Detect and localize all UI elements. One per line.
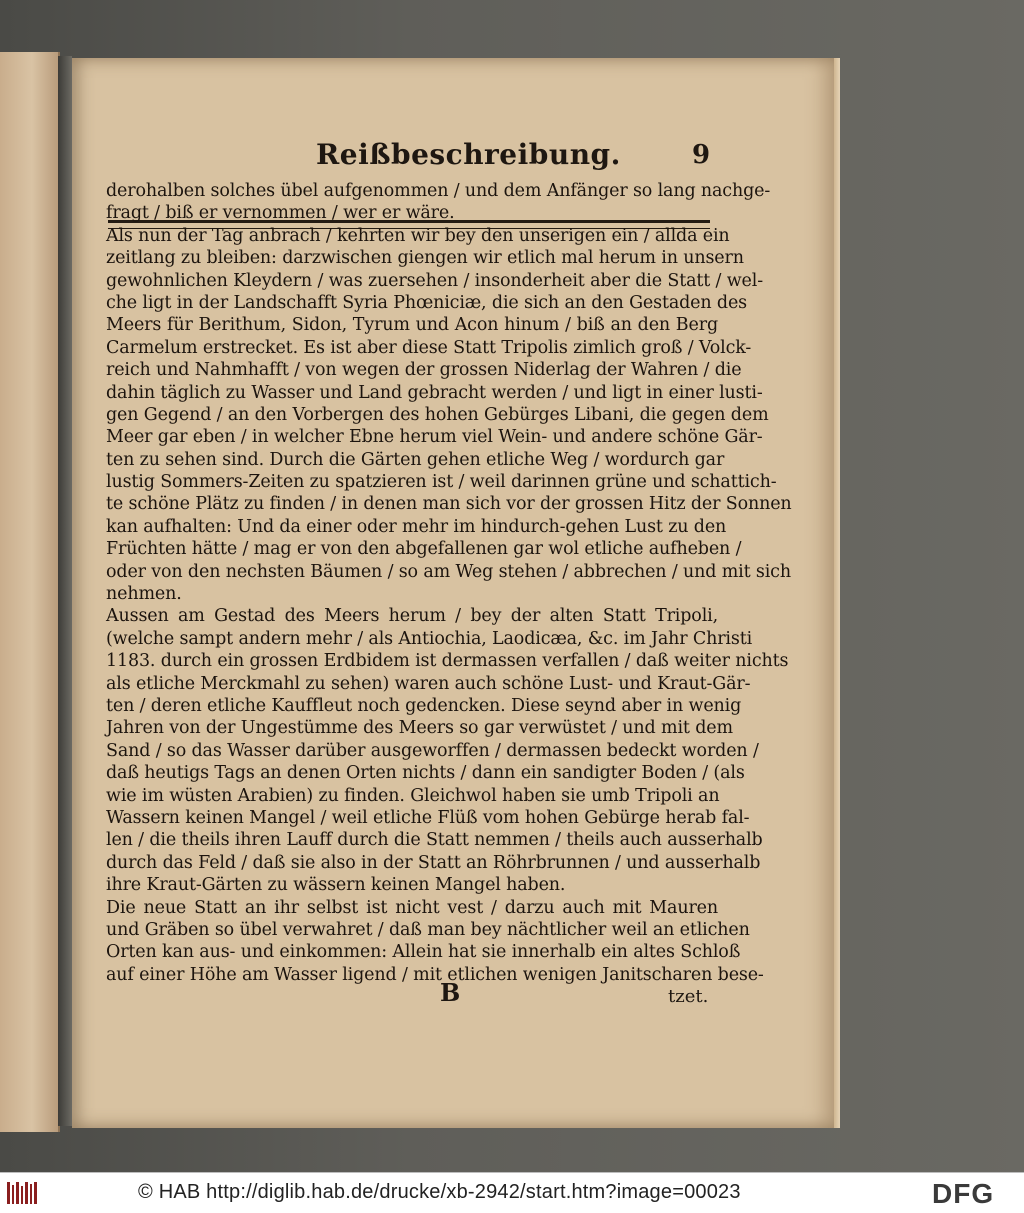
- text-line: gewohnlichen Kleydern / was zuersehen / insonderheit aber die Statt / wel-: [106, 270, 763, 291]
- text-line: che ligt in der Landschafft Syria Phœniciæ, die sich an den Gestaden des: [106, 292, 747, 313]
- hab-barcode-icon: [6, 1180, 40, 1206]
- text-line: nehmen.: [106, 584, 182, 605]
- signature-mark: B: [440, 978, 461, 1007]
- text-line: lustig Sommers-Zeiten zu spatzieren ist / weil darinnen grüne und schattich-: [106, 472, 777, 493]
- previous-page-edge: [0, 52, 60, 1132]
- running-head-title: Reißbeschreibung.: [316, 138, 621, 171]
- text-line: (welche sampt andern mehr / als Antiochia, Laodicæa, &c. im Jahr Christi: [106, 628, 753, 649]
- dfg-logo: DFG: [932, 1178, 995, 1209]
- text-line: daß heutigs Tags an denen Orten nichts / dann ein sandigter Boden / (als: [106, 763, 745, 784]
- text-line: ten / deren etliche Kauffleut noch gedencken. Diese seynd aber in wenig: [106, 695, 742, 716]
- text-line: Carmelum erstrecket. Es ist aber diese Statt Tripolis zimlich groß / Volck-: [106, 337, 752, 358]
- text-line: ten zu sehen sind. Durch die Gärten gehen etliche Weg / wordurch gar: [106, 449, 725, 470]
- text-line: Sand / so das Wasser darüber ausgeworffen / dermassen bedeckt worden /: [106, 740, 759, 761]
- text-line: reich und Nahmhafft / von wegen der grossen Niderlag der Wahren / die: [106, 360, 742, 381]
- copyright-url: © HAB http://diglib.hab.de/drucke/xb-2942/start.htm?image=00023: [138, 1181, 741, 1203]
- text-line: Die neue Statt an ihr selbst ist nicht vest / darzu auch mit Mauren: [106, 897, 718, 918]
- book-page: [72, 58, 840, 1128]
- text-line: Wassern keinen Mangel / weil etliche Flüß vom hohen Gebürge herab fal-: [106, 807, 750, 828]
- text-line: wie im wüsten Arabien) zu finden. Gleichwol haben sie umb Tripoli an: [106, 785, 720, 806]
- book-gutter: [58, 56, 72, 1126]
- text-line: oder von den nechsten Bäumen / so am Weg stehen / abbrechen / und mit sich: [106, 561, 791, 582]
- running-head: [106, 138, 706, 178]
- footer-bar: [0, 1172, 1024, 1213]
- text-line: ihre Kraut-Gärten zu wässern keinen Mangel haben.: [106, 875, 566, 896]
- page-fore-edge: [834, 58, 840, 1128]
- catchword: tzet.: [668, 986, 709, 1007]
- text-line: Jahren von der Ungestümme des Meers so gar verwüstet / und mit dem: [106, 718, 733, 739]
- text-line: fragt / biß er vernommen / wer er wäre.: [106, 203, 455, 224]
- text-line: Meers für Berithum, Sidon, Tyrum und Acon hinum / biß an den Berg: [106, 315, 718, 336]
- text-line: derohalben solches übel aufgenommen / und dem Anfänger so lang nachge-: [106, 181, 771, 201]
- text-line: Orten kan aus- und einkommen: Allein hat sie innerhalb ein altes Schloß: [106, 942, 741, 963]
- page-number: 9: [692, 140, 711, 170]
- text-line: dahin täglich zu Wasser und Land gebracht werden / und ligt in einer lusti-: [106, 382, 763, 403]
- text-line: 1183. durch ein grossen Erdbidem ist dermassen verfallen / daß weiter nichts: [106, 651, 789, 672]
- text-line: Meer gar eben / in welcher Ebne herum viel Wein- und andere schöne Gär-: [106, 427, 763, 448]
- text-line: te schöne Plätz zu finden / in denen man sich vor der grossen Hitz der Sonnen: [106, 494, 792, 515]
- text-line: zeitlang zu bleiben: darzwischen giengen wir etlich mal herum in unsern: [106, 248, 744, 269]
- text-line: kan aufhalten: Und da einer oder mehr im hindurch-gehen Lust zu den: [106, 516, 727, 537]
- text-line: gen Gegend / an den Vorbergen des hohen Gebürges Libani, die gegen dem: [106, 404, 769, 425]
- text-line: len / die theils ihren Lauff durch die Statt nemmen / theils auch ausserhalb: [106, 830, 763, 851]
- text-line: Aussen am Gestad des Meers herum / bey der alten Statt Tripoli,: [106, 606, 718, 627]
- body-text: [106, 180, 792, 986]
- text-line: durch das Feld / daß sie also in der Statt an Röhrbrunnen / und ausserhalb: [106, 852, 761, 873]
- text-line: auf einer Höhe am Wasser ligend / mit etlichen wenigen Janitscharen bese-: [106, 964, 764, 985]
- text-line: Als nun der Tag anbrach / kehrten wir bey den unserigen ein / allda ein: [106, 225, 730, 246]
- text-line: und Gräben so übel verwahret / daß man bey nächtlicher weil an etlichen: [106, 919, 750, 940]
- text-line: als etliche Merckmahl zu sehen) waren auch schöne Lust- und Kraut-Gär-: [106, 673, 751, 694]
- text-line: Früchten hätte / mag er von den abgefallenen gar wol etliche aufheben /: [106, 539, 742, 560]
